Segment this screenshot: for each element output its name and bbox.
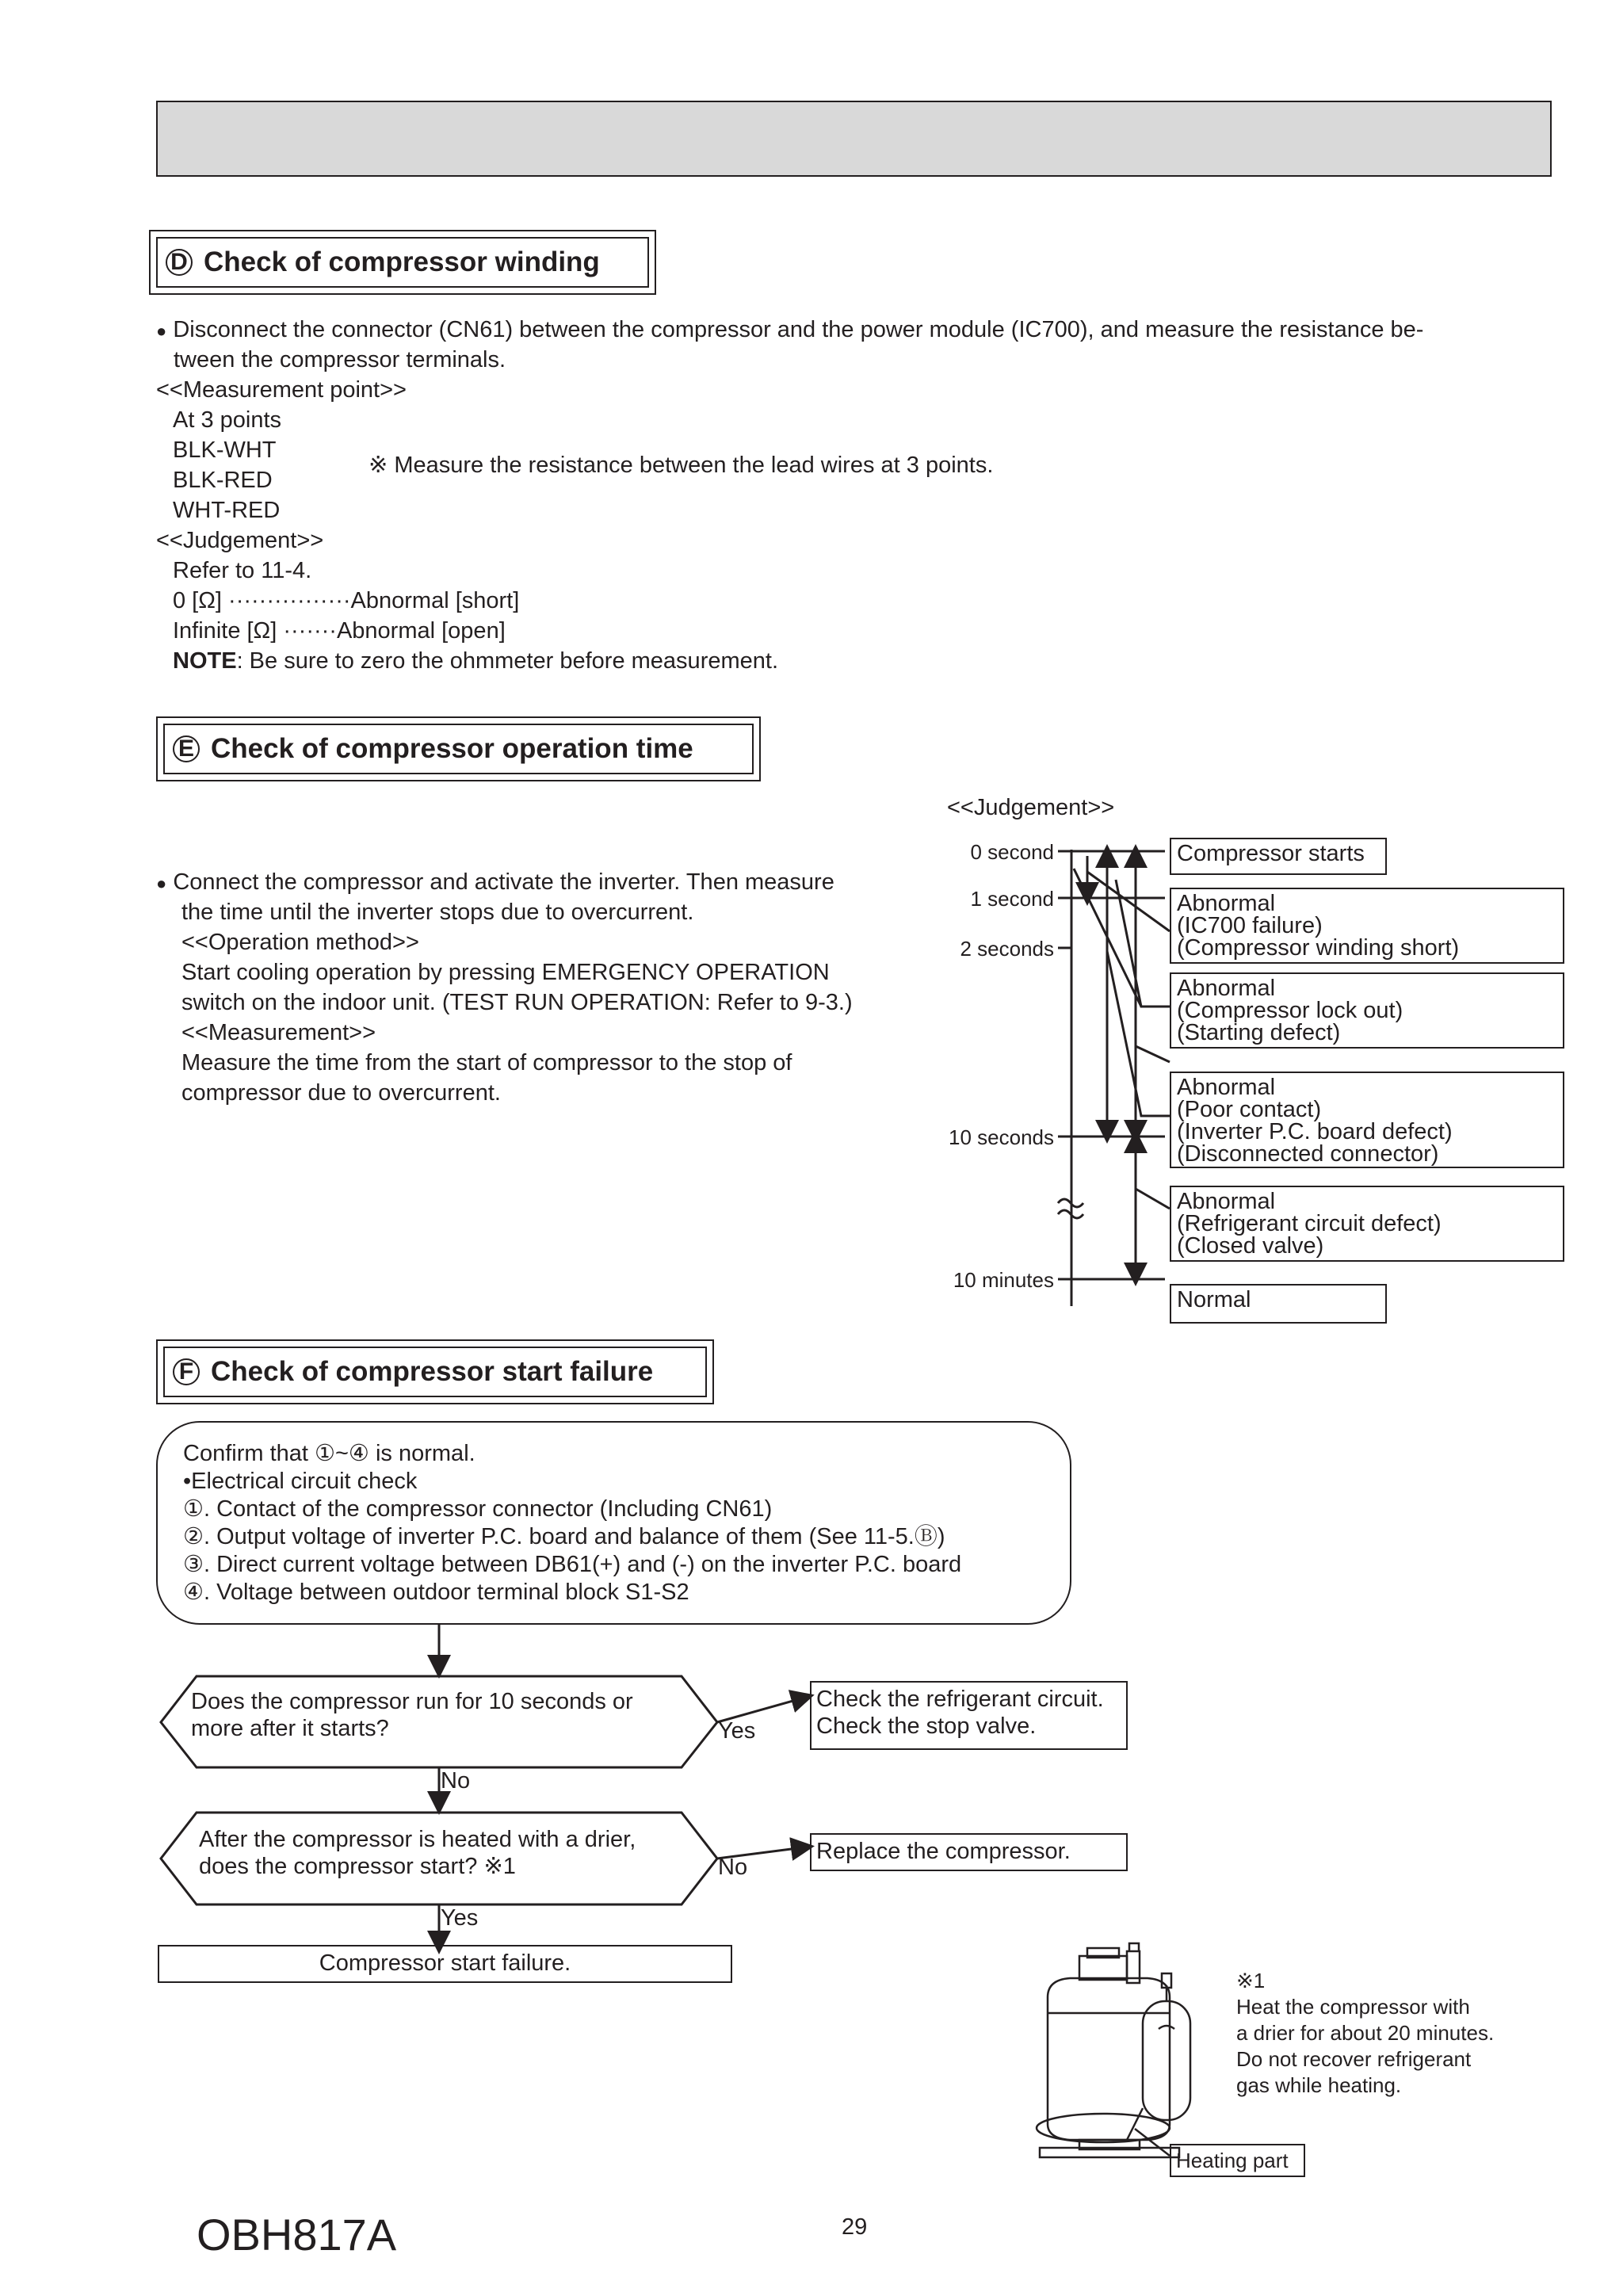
pair-blk-wht: BLK-WHT: [173, 437, 277, 463]
bullet-icon: ●: [156, 873, 167, 893]
r1-line1: Abnormal: [1177, 891, 1276, 916]
operation-method-label: <<Operation method>>: [181, 930, 419, 955]
r3-line2: (Poor contact): [1177, 1097, 1322, 1122]
answer-1-line2: Check the stop valve.: [816, 1713, 1037, 1739]
footnote-mark: ※1: [1236, 1969, 1266, 1992]
confirm-line: Confirm that ①~④ is normal.: [183, 1441, 475, 1466]
refer-note: Refer to 11-4.: [173, 558, 312, 583]
r3-line1: Abnormal: [1177, 1075, 1276, 1100]
heating-part-label: [1170, 2144, 1305, 2177]
section-d-line1: Disconnect the connector (CN61) between the compressor and the power module (IC700), and measure the resistance be-: [173, 317, 1424, 342]
tick-10-minutes: 10 minutes: [953, 1268, 1054, 1292]
points-label: At 3 points: [173, 407, 282, 433]
footnote-line4: gas while heating.: [1236, 2073, 1402, 2097]
section-d-line2: tween the compressor terminals.: [174, 347, 506, 372]
answer-1-line1: Check the refrigerant circuit.: [816, 1687, 1104, 1712]
r3-line4: (Disconnected connector): [1177, 1141, 1439, 1167]
r1-line2: (IC700 failure): [1177, 913, 1323, 938]
r3-line3: (Inverter P.C. board defect): [1177, 1119, 1453, 1144]
section-e-line1: Connect the compressor and activate the inverter. Then measure: [173, 869, 834, 895]
r4-line3: (Closed valve): [1177, 1233, 1324, 1259]
answer-2-text: Replace the compressor.: [816, 1839, 1071, 1864]
tick-2-seconds: 2 seconds: [960, 937, 1054, 961]
result-starts-text: Compressor starts: [1177, 841, 1365, 866]
r2-line2: (Compressor lock out): [1177, 998, 1403, 1023]
question-2-yes: Yes: [441, 1905, 479, 1931]
tick-0-second: 0 second: [970, 840, 1054, 864]
section-e-line7: Measure the time from the start of compressor to the stop of: [181, 1050, 792, 1075]
measurement-point-label: <<Measurement point>>: [156, 377, 407, 403]
note-rest: : Be sure to zero the ohmmeter before measurement.: [236, 648, 779, 674]
judgement-label-d: <<Judgement>>: [156, 528, 324, 553]
note-bold: NOTE: [173, 648, 237, 674]
section-e-letter: E: [173, 735, 200, 762]
section-e-line8: compressor due to overcurrent.: [181, 1080, 501, 1106]
section-f-title: Check of compressor start failure: [211, 1356, 654, 1387]
question-2-no: No: [718, 1855, 748, 1880]
check-item-4: ④. Voltage between outdoor terminal block S1-S2: [183, 1580, 689, 1605]
bullet-icon: ●: [156, 321, 167, 341]
result-normal-text: Normal: [1177, 1287, 1251, 1312]
footnote-line3: Do not recover refrigerant: [1236, 2047, 1472, 2071]
footnote-line2: a drier for about 20 minutes.: [1236, 2021, 1495, 2045]
section-d-title: Check of compressor winding: [204, 246, 600, 277]
question-1-no: No: [441, 1768, 471, 1794]
footnote-line1: Heat the compressor with: [1236, 1995, 1470, 2019]
section-e-line5: switch on the indoor unit. (TEST RUN OPERATION: Refer to 9-3.): [181, 990, 853, 1015]
question-2-line2: does the compressor start? ※1: [199, 1854, 516, 1879]
section-d-letter: D: [166, 249, 193, 276]
result-start-failure-text: Compressor start failure.: [319, 1950, 571, 1976]
question-1-yes: Yes: [718, 1718, 756, 1744]
check-item-1: ①. Contact of the compressor connector (Including CN61): [183, 1496, 773, 1522]
page-number: 29: [842, 2214, 868, 2240]
question-1-line2: more after it starts?: [191, 1716, 389, 1741]
r2-line3: (Starting defect): [1177, 1020, 1341, 1045]
section-e-line4: Start cooling operation by pressing EMERGENCY OPERATION: [181, 960, 830, 985]
judgement-label-e: <<Judgement>>: [947, 795, 1115, 820]
judge-open: Infinite [Ω] ·······Abnormal [open]: [173, 618, 506, 644]
r1-line3: (Compressor winding short): [1177, 935, 1460, 961]
section-f-letter: F: [173, 1358, 200, 1385]
r4-line1: Abnormal: [1177, 1189, 1276, 1214]
document-code: OBH817A: [197, 2210, 397, 2260]
section-e-title: Check of compressor operation time: [211, 733, 693, 764]
tick-1-second: 1 second: [970, 887, 1054, 911]
check-item-2: ②. Output voltage of inverter P.C. board and balance of them (See 11-5.Ⓑ): [183, 1524, 945, 1549]
tick-10-seconds: 10 seconds: [949, 1125, 1054, 1149]
question-1-line1: Does the compressor run for 10 seconds or: [191, 1689, 633, 1714]
check-item-3: ③. Direct current voltage between DB61(+) and (-) on the inverter P.C. board: [183, 1552, 962, 1577]
electrical-check-line: •Electrical circuit check: [183, 1469, 418, 1494]
pair-wht-red: WHT-RED: [173, 498, 281, 523]
r4-line2: (Refrigerant circuit defect): [1177, 1211, 1442, 1236]
measurement-label: <<Measurement>>: [181, 1020, 376, 1045]
section-e-line2: the time until the inverter stops due to overcurrent.: [181, 900, 694, 925]
measure-note: ※ Measure the resistance between the lead wires at 3 points.: [369, 453, 994, 478]
r2-line1: Abnormal: [1177, 976, 1276, 1001]
question-2-line1: After the compressor is heated with a drier,: [199, 1827, 636, 1852]
pair-blk-red: BLK-RED: [173, 468, 273, 493]
judge-short: 0 [Ω] ················Abnormal [short]: [173, 588, 520, 613]
heating-part-text: Heating part: [1176, 2149, 1289, 2172]
